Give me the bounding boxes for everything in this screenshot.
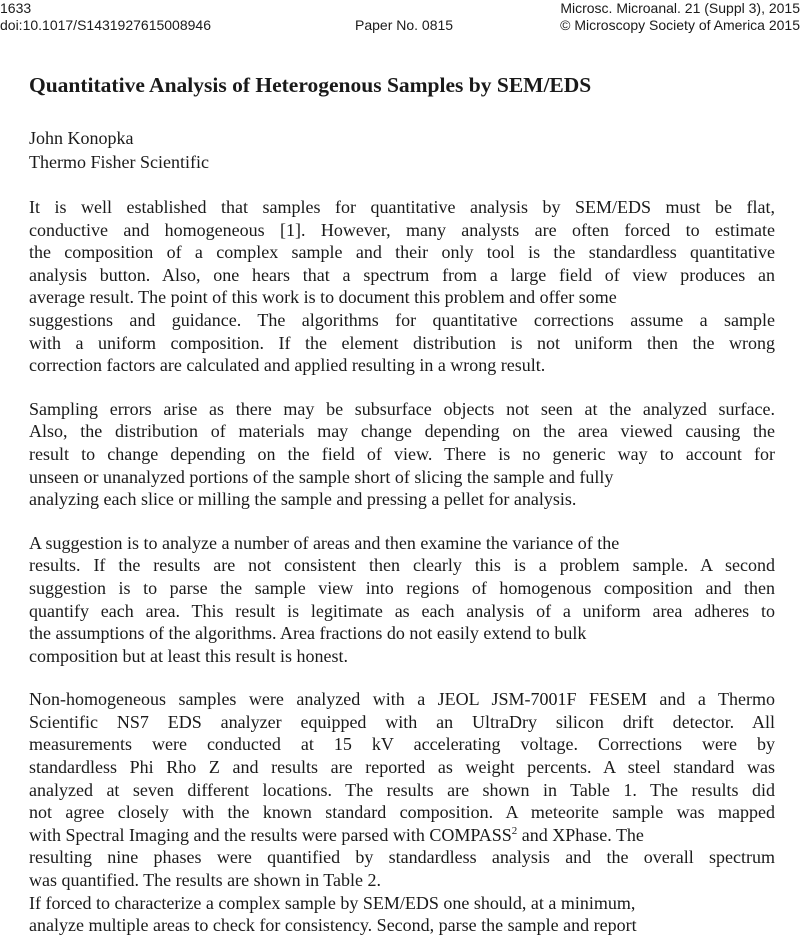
superscript-reference: 2 [511, 824, 518, 837]
text-line: not agree closely with the known standard composition. A meteorite sample was mapped [29, 802, 775, 823]
text-line: the composition of a complex sample and their only tool is the standardless quantitative [29, 242, 775, 263]
text-line: standardless Phi Rho Z and results are reported as weight percents. A steel standard was [29, 757, 775, 778]
text-fragment: and XPhase. The [517, 824, 644, 845]
text-line: result to change depending on the field of view. There is no generic way to account for [29, 443, 775, 464]
text-line: It is well established that samples for quantitative analysis by SEM/EDS must be flat, [29, 197, 775, 217]
paper-title: Quantitative Analysis of Heterogenous Samples by SEM/EDS [29, 73, 592, 97]
text-line: conductive and homogeneous [1]. However, many analysts are often forced to estimate [29, 219, 775, 240]
text-line: with a uniform composition. If the element distribution is not uniform then the wrong [29, 332, 775, 353]
text-line: analyze multiple areas to check for consistency. Second, parse the sample and report [29, 915, 637, 936]
text-line [29, 824, 775, 847]
paragraph-conclusion [29, 892, 775, 937]
text-line: Scientific NS7 EDS analyzer equipped with an UltraDry silicon drift detector. All [29, 711, 775, 732]
author-name: John Konopka [29, 128, 134, 148]
text-line: A suggestion is to analyze a number of areas and then examine the variance of the [29, 532, 620, 553]
text-line: correction factors are calculated and applied resulting in a wrong result. [29, 355, 546, 376]
text-line: If forced to characterize a complex sample by SEM/EDS one should, at a minimum, [29, 892, 636, 913]
text-line: analyzed at seven different locations. The results are shown in Table 1. The results did [29, 779, 775, 800]
text-fragment: with Spectral Imaging and the results were parsed with COMPASS [29, 824, 512, 845]
text-line: resulting nine phases were quantified by standardless analysis and the overall spectrum [29, 847, 775, 868]
page-number: 1633 [0, 0, 32, 16]
text-line: suggestions and guidance. The algorithms for quantitative corrections assume a sample [29, 309, 775, 330]
text-line: results. If the results are not consistent then clearly this is a problem sample. A second [29, 555, 775, 576]
text-line: average result. The point of this work is to document this problem and offer some [29, 287, 617, 308]
doi-link[interactable]: doi:10.1017/S1431927615008946 [0, 17, 211, 33]
paper-body [29, 72, 775, 937]
journal-citation: Microsc. Microanal. 21 (Suppl 3), 2015 [560, 0, 800, 16]
text-line: unseen or unanalyzed portions of the sample short of slicing the sample and fully [29, 466, 614, 487]
paragraph-sampling-errors [29, 398, 775, 511]
copyright-notice: © Microscopy Society of America 2015 [560, 17, 800, 33]
text-line: Sampling errors arise as there may be subsurface objects not seen at the analyzed surface. [29, 398, 775, 419]
text-line: quantify each area. This result is legitimate as each analysis of a uniform area adheres to [29, 600, 775, 621]
paragraph-methods [29, 688, 775, 891]
paper-number: Paper No. 0815 [355, 17, 454, 33]
text-line: the assumptions of the algorithms. Area fractions do not easily extend to bulk [29, 623, 587, 644]
text-line: composition but at least this result is honest. [29, 645, 348, 666]
text-line: Also, the distribution of materials may change depending on the area viewed causing the [29, 421, 775, 442]
text-line: Non-homogeneous samples were analyzed with a JEOL JSM-7001F FESEM and a Thermo [29, 689, 775, 710]
text-line: measurements were conducted at 15 kV accelerating voltage. Corrections were by [29, 734, 775, 755]
text-line: analyzing each slice or milling the sample and pressing a pellet for analysis. [29, 489, 577, 510]
text-line: analysis button. Also, one hears that a spectrum from a large field of view produces an [29, 264, 775, 285]
author-affiliation: Thermo Fisher Scientific [29, 152, 209, 172]
text-line: was quantified. The results are shown in Table 2. [29, 870, 381, 891]
paragraph-intro [29, 196, 775, 377]
paragraph-suggestions [29, 532, 775, 668]
text-line: suggestion is to parse the sample view into regions of homogenous composition and then [29, 577, 775, 598]
